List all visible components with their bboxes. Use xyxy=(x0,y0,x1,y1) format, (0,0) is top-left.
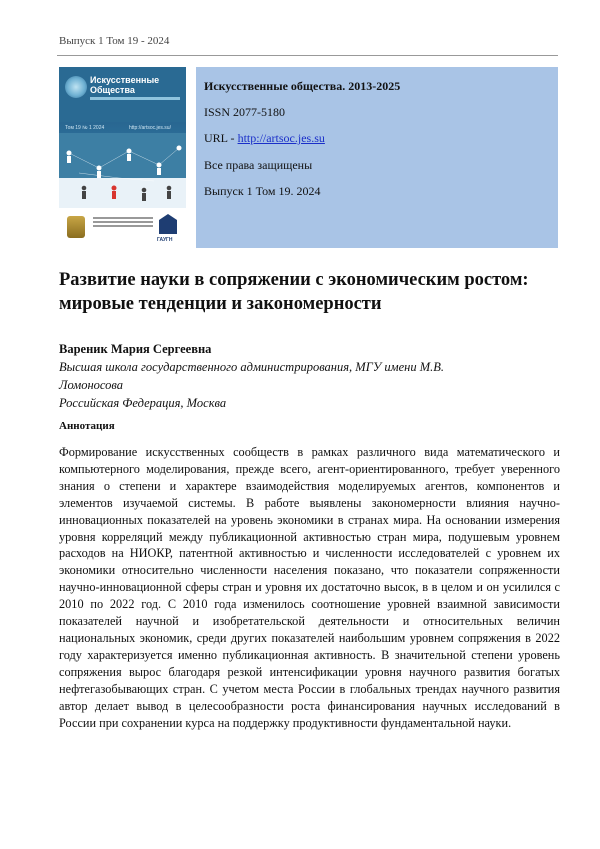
running-header: Выпуск 1 Том 19 - 2024 xyxy=(59,35,170,47)
journal-name: Искусственные общества. 2013-2025 xyxy=(204,79,401,93)
cover-title xyxy=(90,75,159,95)
author-name: Вареник Мария Сергеевна xyxy=(59,342,212,356)
journal-info-box xyxy=(196,67,558,248)
cover-issue: Том 19 № 1 2024 xyxy=(65,125,105,131)
cover-url: http://artsoc.jes.su/ xyxy=(129,125,171,131)
author-affiliation-cont: Ломоносова xyxy=(59,378,123,392)
abstract-heading: Аннотация xyxy=(59,420,115,432)
brain-logo-icon xyxy=(65,76,87,98)
journal-url-label: URL - xyxy=(204,131,238,145)
journal-url-link[interactable]: http://artsoc.jes.su xyxy=(237,131,325,145)
journal-issue: Выпуск 1 Том 19. 2024 xyxy=(204,184,321,198)
journal-rights: Все права защищены xyxy=(204,158,313,172)
article-title: Развитие науки в сопряжении с экономическим ростом: мировые тенденции и закономерности xyxy=(59,270,529,314)
author-location: Российская Федерация, Москва xyxy=(59,396,227,410)
people-network-illustration xyxy=(59,133,186,208)
gaign-label: ГАУГН xyxy=(157,237,173,243)
journal-cover-image xyxy=(59,67,186,248)
cover-title-line1: Искусственные xyxy=(90,75,160,85)
journal-url-line xyxy=(204,131,325,146)
cover-title-line2: Общества xyxy=(90,85,135,95)
abstract-text: Формирование искусственных сообществ в рамках различного вида математического и компьютерного моделирования, прежде всего, агент-ориентированного, требует уверенного знания о степени и характере взаимодействия моделируемых агентов, компонентов и элементов изучаемой системы. В работе выявлены закономерности влияния научно-инновационных показателей на уровень экономики в странах мира. На основании измерения уровня корреляций между публикационной активностью стран мира, подушевым уровнем расходов на НИОКР, патентной активностью и численности исследователей с уровнем их экономики относительно численности населения показано, что показатели сопряженности научно-инновационной сферы стран и уровня их достаточно высок, в в целом и он усилился с 2010 по 2022 год. С 2010 года изменилось соотношение уровней взаимной зависимости показателей научной и изобретательской деятельности и относительных величин национальных экономик, среди других показателей наибольшим уровнем сопряжения в 2022 году характеризуется именно публикационная активность. В значительной степени уровень сопряжения вырос благодаря резкой интенсификации уровня научного развития богатых нефтегазобывающих стран. С учетом места России в глобальных трендах научного развития автор делает вывод в целесообразности роста финансирования научных исследований в России при сохранении курса на поддержку продуктивности фундаментальной науки. xyxy=(59,445,560,730)
university-emblem-icon xyxy=(67,216,85,238)
cover-footer-text xyxy=(93,217,153,219)
journal-issn: ISSN 2077-5180 xyxy=(204,105,286,119)
author-affiliation: Высшая школа государственного администрирования, МГУ имени М.В. xyxy=(59,360,445,374)
cover-subtitle-bar xyxy=(90,97,180,100)
header-divider xyxy=(57,55,558,56)
